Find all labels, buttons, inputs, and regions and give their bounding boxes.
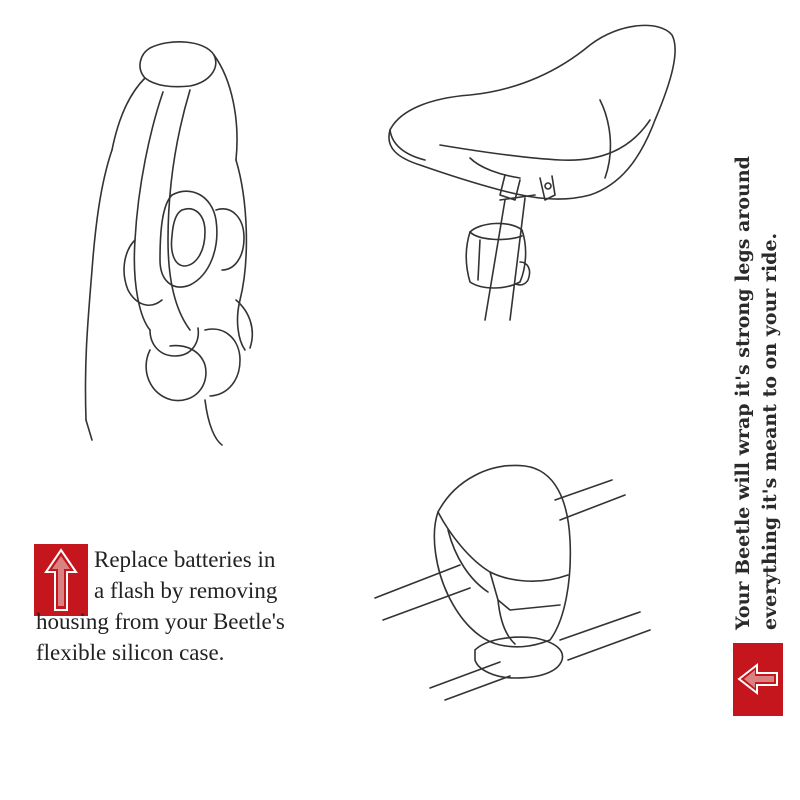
hands-removing-housing-illustration	[85, 42, 252, 445]
mount-caption	[730, 110, 786, 630]
battery-caption-line-1: Replace batteries in	[94, 547, 276, 572]
saddle-mount-illustration	[389, 25, 675, 320]
arrow-left-icon	[733, 643, 783, 716]
handlebar-mount-illustration	[375, 465, 650, 700]
battery-caption-line-4: flexible silicon case.	[36, 640, 225, 665]
mount-caption-line-2: everything it's meant to on your ride.	[759, 232, 781, 630]
battery-caption	[36, 544, 296, 668]
battery-caption-line-2: a flash by removing	[94, 578, 278, 603]
mount-caption-line-1: Your Beetle will wrap it's strong legs around	[732, 156, 754, 630]
arrow-left-badge	[733, 643, 783, 716]
battery-caption-line-3: housing from your Beetle's	[36, 609, 285, 634]
